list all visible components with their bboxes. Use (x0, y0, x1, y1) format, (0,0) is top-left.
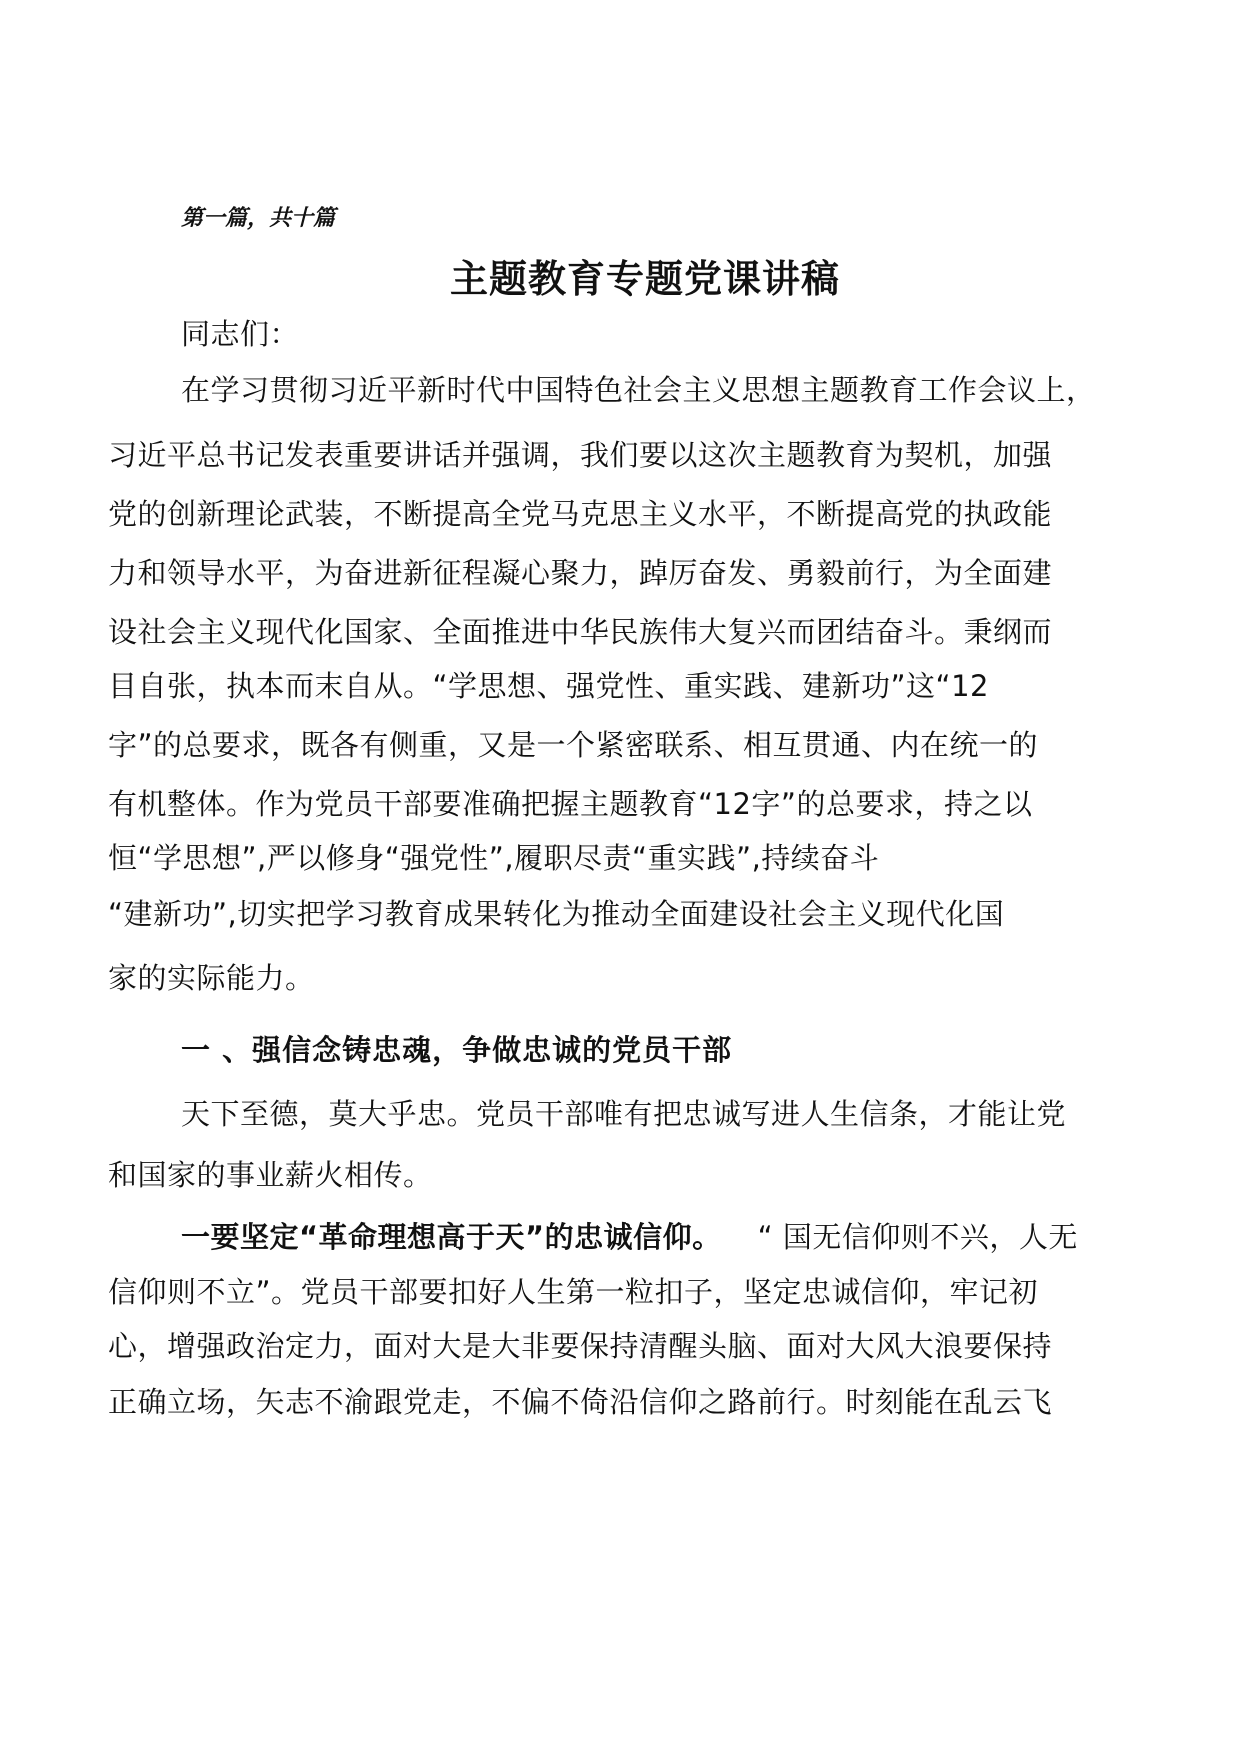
intro-line: 党的创新理论武装，不断提高全党马克思主义水平，不断提高党的执政能 (108, 497, 1053, 531)
paragraph-line: 正确立场，矢志不渝跟党走，不偏不倚沿信仰之路前行。时刻能在乱云飞 (108, 1385, 1053, 1419)
intro-line: “建新功”,切实把学习教育成果转化为推动全面建设社会主义现代化国 (108, 897, 1005, 931)
paragraph-line: 和国家的事业薪火相传。 (108, 1158, 433, 1192)
intro-line: 有机整体。作为党员干部要准确把握主题教育“12字”的总要求，持之以 (108, 787, 1033, 821)
intro-line: 目自张，执本而末自从。“学思想、强党性、重实践、建新功”这“12 (108, 669, 989, 703)
section-heading: 一 、强信念铸忠魂，争做忠诚的党员干部 (181, 1033, 733, 1067)
page-indicator: 第一篇，共十篇 (181, 205, 336, 231)
emphasis-lead: 一要坚定“革命理想高于天”的忠诚信仰。 (181, 1220, 722, 1254)
intro-line: 家的实际能力。 (108, 961, 315, 995)
paragraph-line (181, 1219, 1078, 1255)
intro-line: 在学习贯彻习近平新时代中国特色社会主义思想主题教育工作会议上， (181, 373, 1096, 407)
document-title: 主题教育专题党课讲稿 (449, 257, 840, 301)
paragraph-text: “ 国无信仰则不兴，人无 (757, 1220, 1078, 1254)
intro-line: 设社会主义现代化国家、全面推进中华民族伟大复兴而团结奋斗。秉纲而 (108, 615, 1053, 649)
intro-line: 习近平总书记发表重要讲话并强调，我们要以这次主题教育为契机，加强 (108, 438, 1053, 472)
paragraph-line: 信仰则不立”。党员干部要扣好人生第一粒扣子，坚定忠诚信仰，牢记初 (108, 1275, 1039, 1309)
intro-line: 恒“学思想”,严以修身“强党性”,履职尽责“重实践”,持续奋斗 (108, 841, 880, 875)
intro-line: 字”的总要求，既各有侧重，又是一个紧密联系、相互贯通、内在统一的 (108, 728, 1039, 762)
paragraph-line: 天下至德，莫大乎忠。党员干部唯有把忠诚写进人生信条，才能让党 (181, 1097, 1067, 1131)
paragraph-line: 心，增强政治定力，面对大是大非要保持清醒头脑、面对大风大浪要保持 (108, 1329, 1053, 1363)
salutation: 同志们： (181, 317, 300, 351)
intro-line: 力和领导水平，为奋进新征程凝心聚力，踔厉奋发、勇毅前行，为全面建 (108, 556, 1053, 590)
